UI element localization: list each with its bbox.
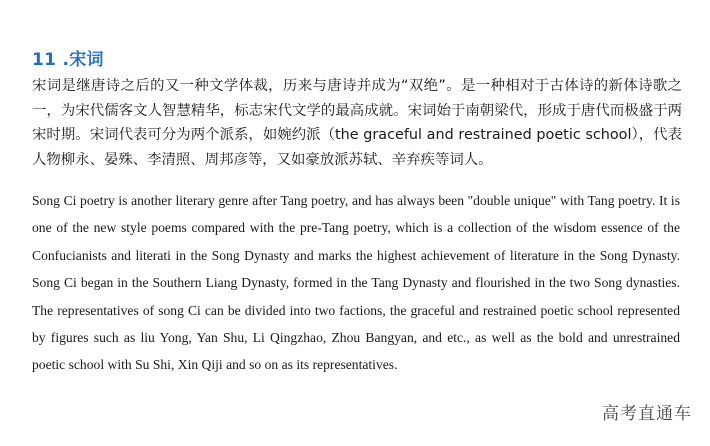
- chinese-paragraph: 宋词是继唐诗之后的又一种文学体裁，历来与唐诗并成为“双绝”。是一种相对于古体诗的新体诗歌之一，为宋代儒客文人智慧精华，标志宋代文学的最高成就。宋词始于南朝梁代，形成于唐代而极盛于两宋时期。宋词代表可分为两个派系，如婉约派（the graceful and restrained poetic school），代表人物柳永、晏殊、李清照、周邦彦等，又如豪放派苏轼、辛弃疾等词人。: [32, 78, 682, 168]
- english-paragraph: Song Ci poetry is another literary genre after Tang poetry, and has always been "double unique" with Tang poetry. It is one of the new style poems compared with the pre-Tang poetry, which is a collection of the wisdom essence of the Confucianists and literati in the Song Dynasty and marks the highest achievement of literature in the Song Dynasty. Song Ci began in the Southern Liang Dynasty, formed in the Tang Dynasty and flourished in the two Song dynasties. The representatives of song Ci can be divided into two factions, the graceful and restrained poetic school represented by figures such as liu Yong, Yan Shu, Li Qingzhao, Zhou Bangyan, and etc., as well as the bold and unrestrained poetic school with Su Shi, Xin Qiji and so on as its representatives.: [32, 193, 680, 373]
- watermark-text: 高考直通车: [602, 404, 692, 424]
- section-heading: 11 .宋词: [32, 50, 104, 70]
